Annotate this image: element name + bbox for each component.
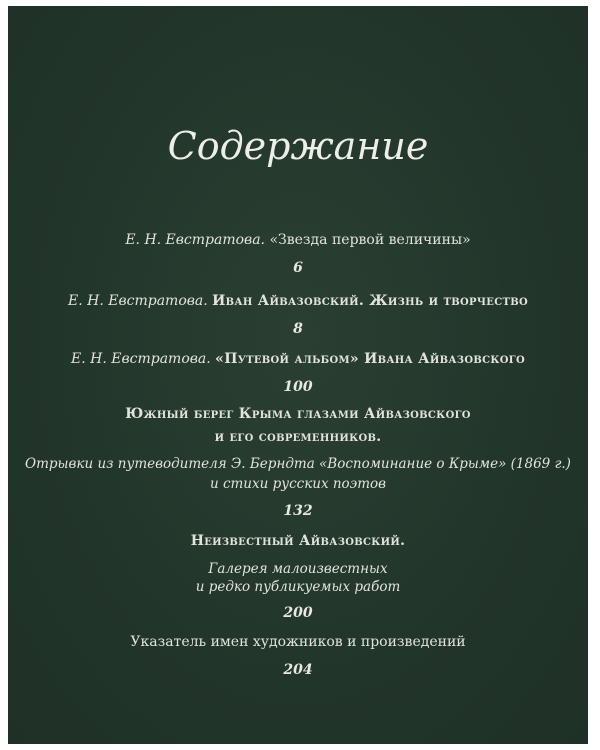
toc-entry-1-title: «Звезда первой величины» xyxy=(269,232,471,248)
toc-entry-1 xyxy=(8,232,588,248)
toc-entry-2-page: 8 xyxy=(293,321,303,337)
page-title: Содержание xyxy=(167,124,429,168)
toc-entry-1-page: 6 xyxy=(293,260,303,276)
toc-entry-5-sub-line1: Галерея малоизвестных xyxy=(208,561,388,577)
toc-entry-3-author: Е. Н. Евстратова. xyxy=(71,351,211,367)
toc-entry-3-title: «Путевой альбом» Ивана Айвазовского xyxy=(215,351,525,367)
toc-entry-4-heading-line2: и его современников. xyxy=(214,429,382,445)
toc-entry-6-title: Указатель имен художников и произведений xyxy=(130,634,466,650)
toc-entry-4-heading-line1: Южный берег Крыма глазами Айвазовского xyxy=(125,406,471,422)
toc-entry-2-author: Е. Н. Евстратова. xyxy=(68,293,208,309)
toc-entry-6-page: 204 xyxy=(283,662,313,678)
toc-entry-3 xyxy=(8,351,588,367)
contents-page xyxy=(8,6,588,744)
toc-entry-1-author: Е. Н. Евстратова. xyxy=(125,232,265,248)
toc-entry-4-page: 132 xyxy=(283,503,313,519)
toc-entry-5-page: 200 xyxy=(283,605,313,621)
toc-entry-5-sub-line2: и редко публикуемых работ xyxy=(195,579,401,595)
toc-entry-5-heading: Неизвестный Айвазовский. xyxy=(190,533,406,549)
toc-entry-3-page: 100 xyxy=(283,379,313,395)
toc-entry-4-sub-line2: и стихи русских поэтов xyxy=(209,476,387,492)
toc-entry-2 xyxy=(8,293,588,309)
toc-entry-2-title: Иван Айвазовский. Жизнь и творчество xyxy=(212,293,528,309)
toc-entry-4-sub-line1: Отрывки из путеводителя Э. Берндта «Воспоминание о Крыме» (1869 г.) xyxy=(25,456,571,472)
